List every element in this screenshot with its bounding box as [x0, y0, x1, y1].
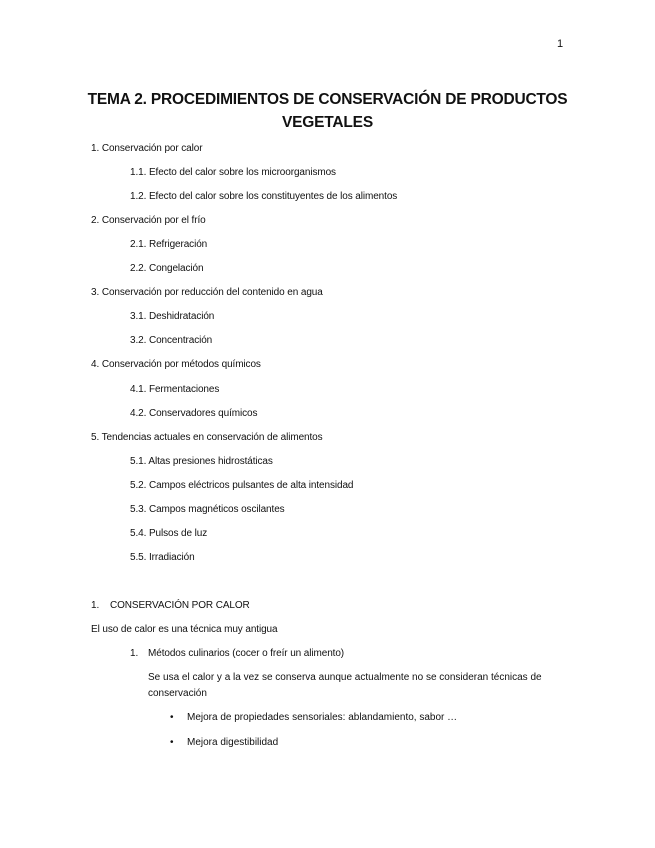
title-line-2: VEGETALES [282, 114, 373, 131]
section-intro: El uso de calor es una técnica muy antigua [91, 624, 278, 635]
list-item-text: Métodos culinarios (cocer o freír un alimento) [148, 648, 345, 659]
toc-item-2-1: 2.1. Refrigeración [130, 239, 208, 250]
toc-item-1-1: 1.1. Efecto del calor sobre los microorganismos [130, 167, 336, 178]
toc-item-3-1: 3.1. Deshidratación [130, 311, 215, 322]
bullet-item-1: Mejora de propiedades sensoriales: ablandamiento, sabor … [187, 712, 458, 723]
toc-item-4-2: 4.2. Conservadores químicos [130, 408, 258, 419]
toc-item-4-1: 4.1. Fermentaciones [130, 384, 220, 395]
section-paragraph: Se usa el calor y a la vez se conserva aunque actualmente no se consideran técnicas de conservación [148, 672, 542, 699]
bullet-icon: • [170, 712, 174, 723]
list-item-number: 1. [130, 648, 139, 659]
bullet-icon: • [170, 737, 174, 748]
toc-item-3: 3. Conservación por reducción del contenido en agua [91, 287, 323, 298]
toc-item-4: 4. Conservación por métodos químicos [91, 359, 261, 370]
toc-item-5-1: 5.1. Altas presiones hidrostáticas [130, 456, 273, 467]
toc-item-1-2: 1.2. Efecto del calor sobre los constituyentes de los alimentos [130, 191, 398, 202]
toc-item-5: 5. Tendencias actuales en conservación de alimentos [91, 432, 323, 443]
toc-item-5-3: 5.3. Campos magnéticos oscilantes [130, 504, 285, 515]
bullet-item-2: Mejora digestibilidad [187, 737, 279, 748]
document-title [60, 88, 595, 134]
toc-item-2-2: 2.2. Congelación [130, 263, 204, 274]
toc-item-1: 1. Conservación por calor [91, 143, 203, 154]
page-number: 1 [557, 38, 564, 50]
title-line-1: TEMA 2. PROCEDIMIENTOS DE CONSERVACIÓN DE PRODUCTOS [87, 91, 568, 108]
toc-item-3-2: 3.2. Concentración [130, 335, 213, 346]
toc-item-5-5: 5.5. Irradiación [130, 552, 195, 563]
section-heading-number: 1. [91, 600, 100, 611]
toc-item-5-2: 5.2. Campos eléctricos pulsantes de alta intensidad [130, 480, 354, 491]
toc-item-5-4: 5.4. Pulsos de luz [130, 528, 208, 539]
toc-item-2: 2. Conservación por el frío [91, 215, 206, 226]
section-heading: CONSERVACIÓN POR CALOR [110, 600, 250, 611]
